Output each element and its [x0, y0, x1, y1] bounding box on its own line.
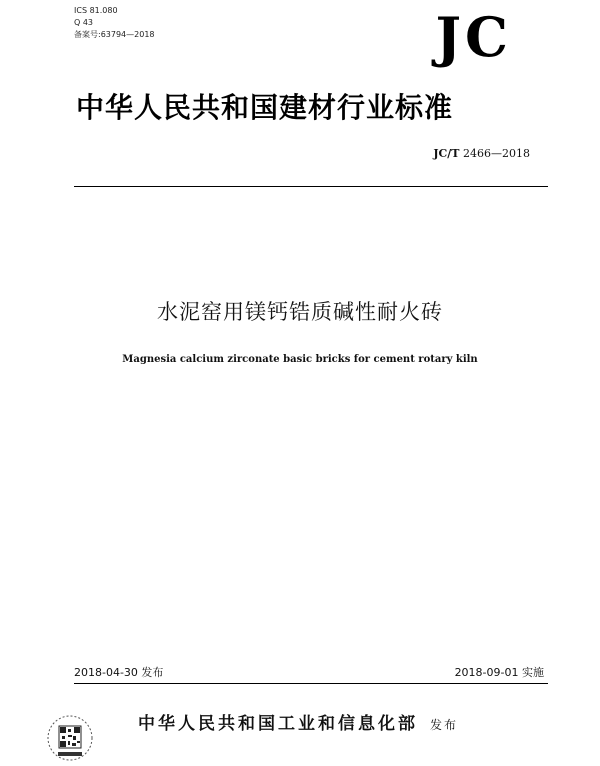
- top-divider: [74, 186, 548, 187]
- issuer-name: 中华人民共和国工业和信息化部: [138, 714, 418, 734]
- classification-code: Q 43: [74, 18, 94, 27]
- document-title-english: Magnesia calcium zirconate basic bricks for cement rotary kiln: [122, 354, 478, 365]
- standard-title: 中华人民共和国建材行业标准: [76, 91, 454, 124]
- issuer-action: 发布: [430, 718, 459, 732]
- ics-number: ICS 81.080: [74, 6, 118, 15]
- issue-date: 2018-04-30 发布: [74, 666, 164, 679]
- standard-code-number: 2466—2018: [463, 147, 530, 160]
- record-number: 备案号:63794—2018: [74, 30, 155, 39]
- document-title-chinese: 水泥窑用镁钙锆质碱性耐火砖: [157, 300, 443, 324]
- qr-seal-icon: [46, 714, 94, 762]
- standard-code-prefix: JC/T: [433, 147, 460, 160]
- bottom-divider: [74, 683, 548, 684]
- jc-logo: JC: [435, 5, 512, 69]
- standard-code: [433, 147, 530, 161]
- issuer: [138, 712, 458, 737]
- implementation-date: 2018-09-01 实施: [454, 666, 544, 679]
